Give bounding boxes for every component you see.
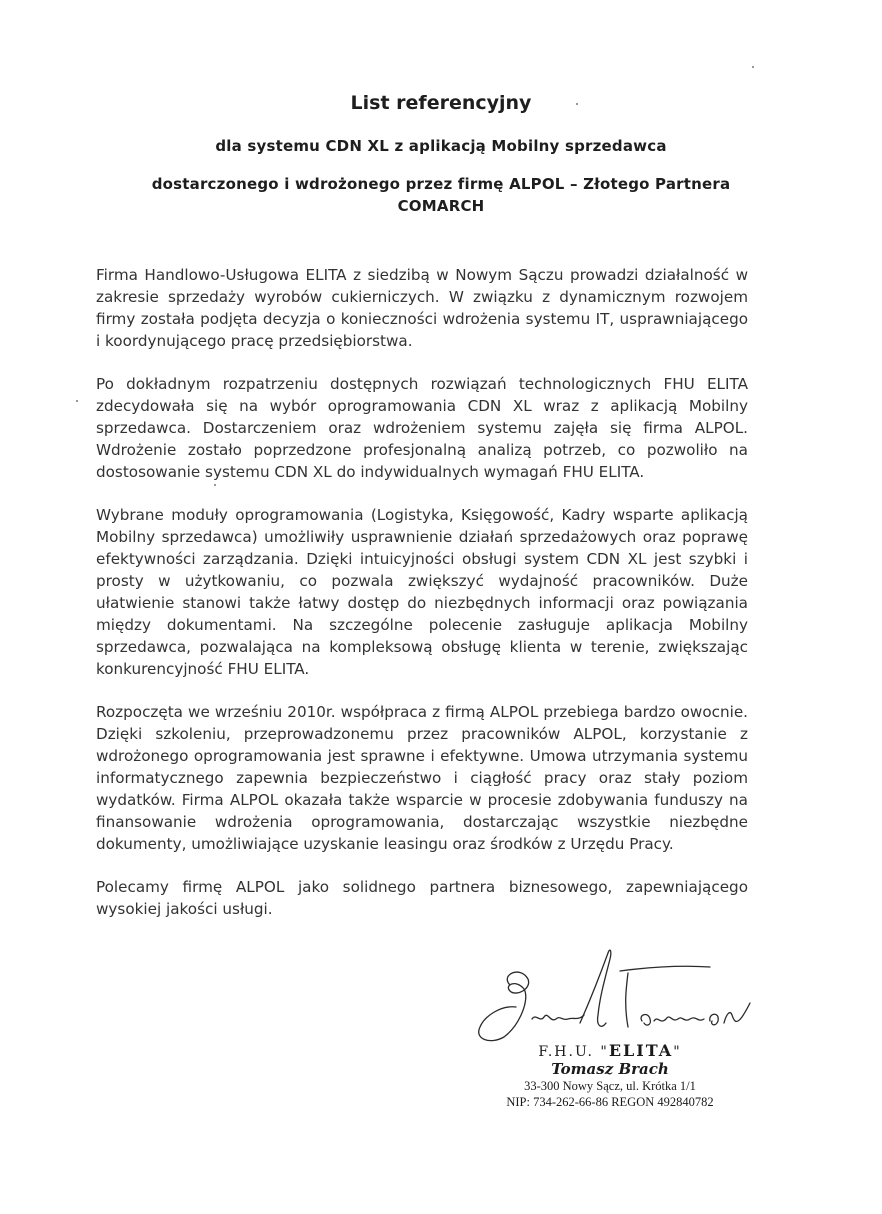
document-title: List referencyjny: [350, 92, 532, 114]
document-subtitle: dla systemu CDN XL z aplikacją Mobilny sprzedawca: [215, 137, 667, 155]
stamp-person: Tomasz Brach: [551, 1060, 669, 1078]
paragraph: Po dokładnym rozpatrzeniu dostępnych rozwiązań technologicznych FHU ELITA zdecydowała się na wybór oprogramowania CDN XL wraz z aplikacją Mobilny sprzedawca. Dostarczeniem oraz wdrożeniem systemu zajęła się firma ALPOL. Wdrożenie zostało poprzedzone profesjonalną analizą potrzeb, co pozwoliło na dostosowanie systemu CDN XL do indywidualnych wymagań FHU ELITA.: [96, 375, 748, 481]
handwritten-signature: [470, 945, 770, 1045]
subtitle-line: COMARCH: [397, 197, 485, 215]
stamp-address: 33-300 Nowy Sącz, ul. Krótka 1/1: [524, 1079, 696, 1093]
scan-speck: [752, 66, 754, 68]
company-stamp: [490, 1041, 730, 1110]
paragraph: Wybrane moduły oprogramowania (Logistyka, Księgowość, Kadry wsparte aplikacją Mobilny sprzedawca) umożliwiły usprawnienie działań sprzedażowych oraz poprawę efektywności zarządzania. Dzięki intuicyjności obsługi system CDN XL jest szybki i prosty w użytkowaniu, co pozwala zwiększyć wydajność pracowników. Duże ułatwienie stanowi także łatwy dostęp do niezbędnych informacji oraz powiązania między dokumentami. Na szczególne polecenie zasługuje aplikacja Mobilny sprzedawca, pozwalająca na kompleksową obsługę klienta w terenie, zwiększając konkurencyjność FHU ELITA.: [96, 506, 748, 678]
stamp-tax-ids: NIP: 734-262-66-86 REGON 492840782: [506, 1095, 714, 1109]
signature-block: [470, 945, 770, 1125]
stamp-company-suffix: ": [673, 1044, 682, 1060]
stamp-company-name: ELITA: [608, 1041, 674, 1060]
stamp-company: [490, 1041, 730, 1060]
scan-speck: [76, 400, 78, 402]
document-subtitle-partner: [0, 173, 882, 217]
subtitle-line: dostarczonego i wdrożonego przez firmę ALPOL – Złotego Partnera: [151, 175, 731, 193]
paragraph: Firma Handlowo-Usługowa ELITA z siedzibą w Nowym Sączu prowadzi działalność w zakresie sprzedaży wyrobów cukierniczych. W związku z dynamicznym rozwojem firmy została podjęta decyzja o konieczności wdrożenia systemu IT, usprawniającego i koordynującego pracę przedsiębiorstwa.: [96, 266, 748, 350]
stamp-company-prefix: F.H.U. ": [538, 1044, 609, 1060]
paragraph: Rozpoczęta we wrześniu 2010r. współpraca z firmą ALPOL przebiega bardzo owocnie. Dzięki szkoleniu, przeprowadzonemu przez pracowników ALPOL, korzystanie z wdrożonego oprogramowania jest sprawne i efektywne. Umowa utrzymania systemu informatycznego zapewnia bezpieczeństwo i ciągłość pracy oraz stały poziom wydatków. Firma ALPOL okazała także wsparcie w procesie zdobywania funduszy na finansowanie wdrożenia oprogramowania, dostarczając wszystkie niezbędne dokumenty, umożliwiające uzyskanie leasingu oraz środków z Urzędu Pracy.: [96, 703, 748, 853]
letter-body: [96, 264, 748, 941]
paragraph: Polecamy firmę ALPOL jako solidnego partnera biznesowego, zapewniającego wysokiej jakości usługi.: [96, 878, 748, 918]
